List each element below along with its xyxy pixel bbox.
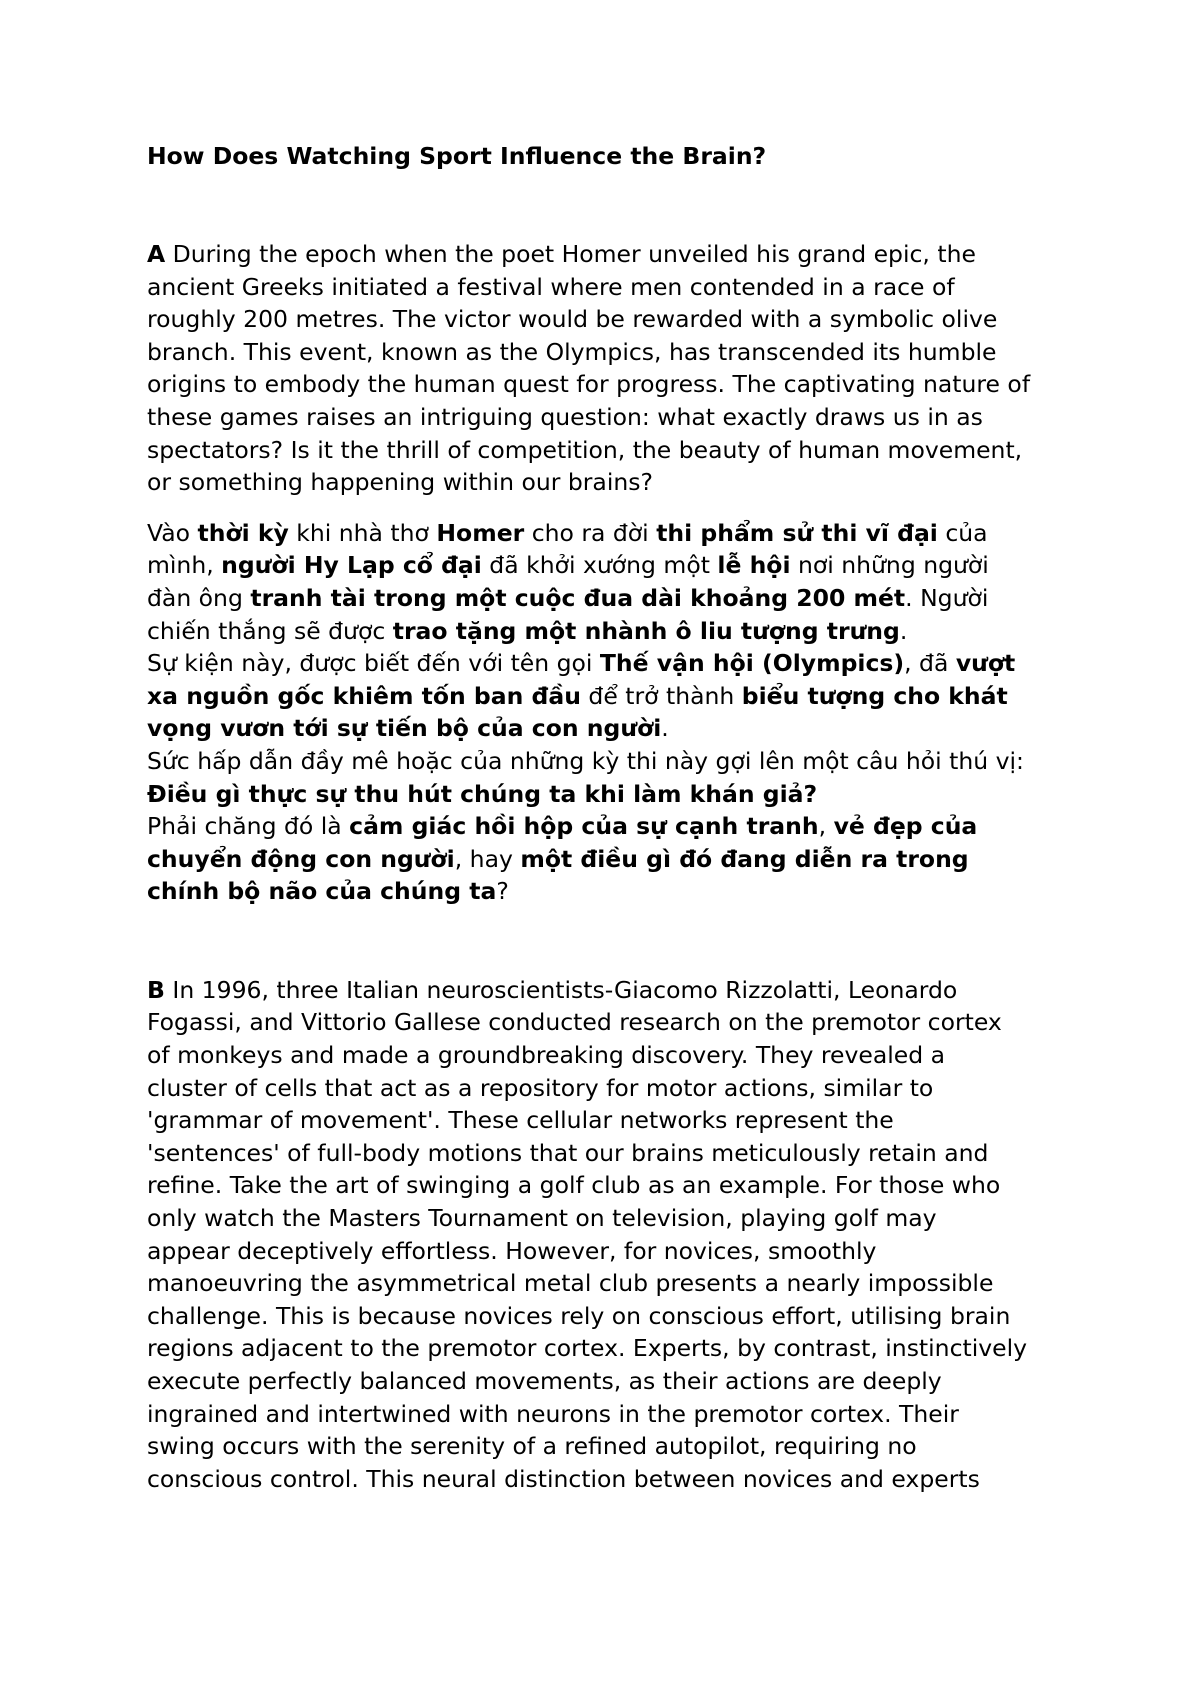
text-line: appear deceptively effortless. However, for novices, smoothly bbox=[147, 1236, 877, 1265]
text-line bbox=[147, 745, 1077, 778]
bold-text-run: người Hy Lạp cổ đại bbox=[221, 551, 482, 580]
text-line bbox=[147, 875, 1077, 908]
text-run: nơi những người bbox=[790, 551, 989, 580]
text-line bbox=[147, 582, 1077, 615]
text-run: Sự kiện này, được biết đến với tên gọi bbox=[147, 649, 600, 678]
document-page bbox=[147, 140, 1077, 1495]
text-line: ancient Greeks initiated a festival where men contended in a race of bbox=[147, 272, 955, 301]
text-line: spectators? Is it the thrill of competition, the beauty of human movement, bbox=[147, 435, 1023, 464]
text-line bbox=[147, 517, 1077, 550]
bold-text-run: thời kỳ bbox=[197, 518, 289, 547]
text-line bbox=[147, 778, 1077, 811]
bold-text-run: vẻ đẹp của bbox=[833, 812, 978, 841]
text-line: cluster of cells that act as a repository for motor actions, similar to bbox=[147, 1073, 934, 1102]
text-line: origins to embody the human quest for progress. The captivating nature of bbox=[147, 370, 1031, 399]
bold-text-run: trao tặng một nhành ô liu tượng trưng bbox=[392, 616, 900, 645]
section-letter: B bbox=[147, 975, 165, 1004]
text-line: of monkeys and made a groundbreaking discovery. They revealed a bbox=[147, 1041, 946, 1070]
text-line: branch. This event, known as the Olympics, has transcended its humble bbox=[147, 337, 997, 366]
text-run: đã khởi xướng một bbox=[481, 551, 718, 580]
bold-text-run: một điều gì đó đang diễn ra trong bbox=[520, 844, 969, 873]
text-run: . Người bbox=[905, 583, 989, 612]
text-line: 'sentences' of full-body motions that our brains meticulously retain and bbox=[147, 1138, 989, 1167]
paragraph-b bbox=[147, 974, 1077, 1496]
text-line: 'grammar of movement'. These cellular networks represent the bbox=[147, 1106, 894, 1135]
text-line bbox=[147, 810, 1077, 843]
text-run: mình, bbox=[147, 551, 222, 580]
text-line: these games raises an intriguing question: what exactly draws us in as bbox=[147, 402, 983, 431]
text-line: or something happening within our brains? bbox=[147, 468, 653, 497]
section-letter: A bbox=[147, 240, 166, 268]
text-run: In 1996, three Italian neuroscientists-Giacomo Rizzolatti, Leonardo bbox=[164, 975, 958, 1004]
text-line bbox=[147, 974, 1077, 1007]
bold-text-run: cảm giác hồi hộp của sự cạnh tranh bbox=[349, 812, 819, 841]
text-line: execute perfectly balanced movements, as their actions are deeply bbox=[147, 1367, 942, 1395]
text-run: đàn ông bbox=[147, 583, 251, 612]
bold-text-run: chính bộ não của chúng ta bbox=[147, 877, 497, 906]
text-run: , đã bbox=[904, 649, 956, 678]
text-run: . bbox=[661, 714, 669, 743]
text-run: Vào bbox=[147, 518, 198, 547]
text-line bbox=[147, 549, 1077, 582]
text-run: During the epoch when the poet Homer unveiled his grand epic, the bbox=[165, 240, 976, 268]
bold-text-run: chuyển động con người bbox=[147, 844, 455, 873]
text-line: challenge. This is because novices rely on conscious effort, utilising brain bbox=[147, 1301, 1011, 1330]
bold-text-run: vượt bbox=[955, 649, 1016, 678]
text-line: Fogassi, and Vittorio Gallese conducted research on the premotor cortex bbox=[147, 1008, 1002, 1037]
text-line bbox=[147, 712, 1077, 745]
bold-text-run: xa nguồn gốc khiêm tốn ban đầu bbox=[147, 681, 581, 710]
bold-text-run: Homer bbox=[436, 518, 525, 547]
text-line bbox=[147, 680, 1077, 713]
text-line bbox=[147, 843, 1077, 876]
bold-text-run: lễ hội bbox=[717, 551, 791, 580]
text-line: roughly 200 metres. The victor would be rewarded with a symbolic olive bbox=[147, 305, 998, 334]
text-run: , bbox=[818, 812, 834, 841]
bold-text-run: tranh tài trong một cuộc đua dài khoảng 200 mét bbox=[250, 583, 906, 612]
text-line bbox=[147, 238, 1077, 271]
document-title: How Does Watching Sport Influence the Brain? bbox=[147, 142, 767, 170]
text-line: regions adjacent to the premotor cortex. Experts, by contrast, instinctively bbox=[147, 1334, 1028, 1363]
bold-text-run: vọng vươn tới sự tiến bộ của con người bbox=[147, 714, 662, 743]
text-run: khi nhà thơ bbox=[288, 518, 437, 547]
text-line bbox=[147, 615, 1077, 648]
bold-text-run: Thế vận hội (Olympics) bbox=[599, 649, 905, 678]
text-run: ? bbox=[496, 877, 509, 906]
text-run: của bbox=[937, 518, 988, 547]
bold-text-run: Điều gì thực sự thu hút chúng ta khi làm khán giả? bbox=[147, 779, 818, 808]
bold-text-run: biểu tượng cho khát bbox=[741, 681, 1008, 710]
text-run: để trở thành bbox=[580, 681, 742, 710]
text-run: cho ra đời bbox=[524, 518, 657, 547]
text-line: swing occurs with the serenity of a refined autopilot, requiring no bbox=[147, 1432, 917, 1461]
text-line: refine. Take the art of swinging a golf club as an example. For those who bbox=[147, 1171, 1001, 1200]
paragraph-a bbox=[147, 238, 1077, 499]
text-line: manoeuvring the asymmetrical metal club presents a nearly impossible bbox=[147, 1269, 994, 1298]
text-line: conscious control. This neural distinction between novices and experts bbox=[147, 1464, 980, 1493]
bold-text-run: thi phẩm sử thi vĩ đại bbox=[656, 518, 938, 547]
text-run: chiến thắng sẽ được bbox=[147, 616, 393, 645]
text-run: , hay bbox=[454, 844, 521, 873]
text-line bbox=[147, 647, 1077, 680]
text-run: Sức hấp dẫn đầy mê hoặc của những kỳ thi này gợi lên một câu hỏi thú vị: bbox=[147, 746, 1024, 775]
text-run: Phải chăng đó là bbox=[147, 812, 350, 841]
paragraph-a-vietnamese bbox=[147, 517, 1077, 908]
text-run: . bbox=[899, 616, 908, 645]
text-line: ingrained and intertwined with neurons in the premotor cortex. Their bbox=[147, 1399, 959, 1428]
text-line: only watch the Masters Tournament on television, playing golf may bbox=[147, 1204, 937, 1233]
